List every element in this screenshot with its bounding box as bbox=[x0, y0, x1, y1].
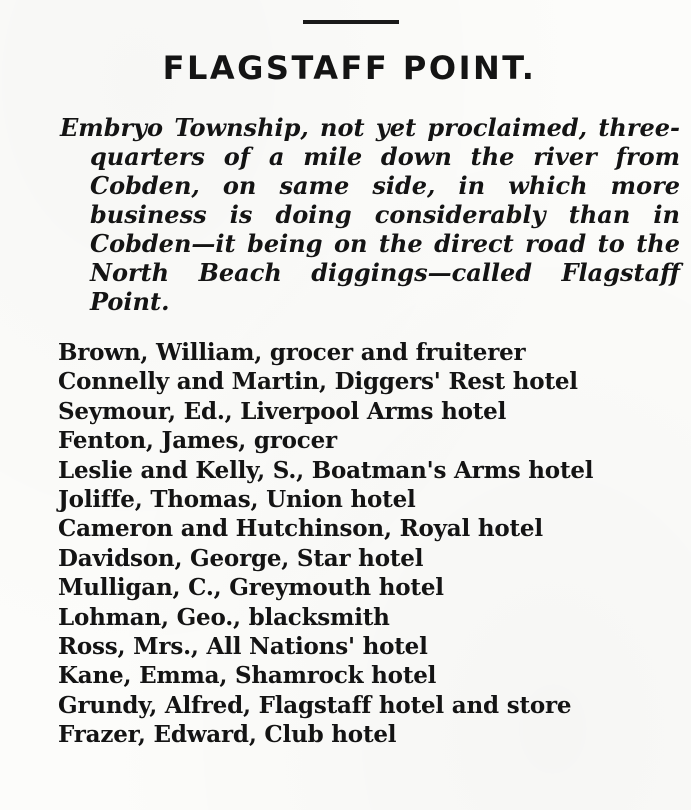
directory-entry: Seymour, Ed., Liverpool Arms hotel bbox=[58, 397, 507, 425]
directory-list bbox=[58, 338, 668, 750]
header-rule bbox=[303, 20, 399, 24]
directory-entry: Cameron and Hutchinson, Royal hotel bbox=[58, 515, 543, 543]
directory-entry: Grundy, Alfred, Flagstaff hotel and store bbox=[58, 691, 572, 719]
directory-entry: Frazer, Edward, Club hotel bbox=[58, 721, 397, 749]
directory-entry: Kane, Emma, Shamrock hotel bbox=[58, 662, 437, 690]
directory-entry: Lohman, Geo., blacksmith bbox=[58, 603, 390, 631]
directory-entry: Connelly and Martin, Diggers' Rest hotel bbox=[58, 368, 578, 396]
directory-entry: Fenton, James, grocer bbox=[58, 427, 337, 455]
section-heading: FLAGSTAFF POINT. bbox=[162, 49, 537, 87]
directory-entry: Brown, William, grocer and fruiterer bbox=[58, 339, 526, 366]
directory-entry: Ross, Mrs., All Nations' hotel bbox=[58, 633, 428, 661]
directory-entry: Joliffe, Thomas, Union hotel bbox=[58, 486, 416, 514]
intro-paragraph: Embryo Township, not yet proclaimed, three-quarters of a mile down the river from Cobden, on same side, in which more business is doing considerably than in Cobden—it being on the direct road to the North Beach diggings—called Flagstaff Point. bbox=[60, 113, 680, 316]
directory-entry: Davidson, George, Star hotel bbox=[58, 544, 424, 572]
directory-entry: Leslie and Kelly, S., Boatman's Arms hotel bbox=[58, 456, 594, 484]
directory-entry: Mulligan, C., Greymouth hotel bbox=[58, 574, 444, 602]
